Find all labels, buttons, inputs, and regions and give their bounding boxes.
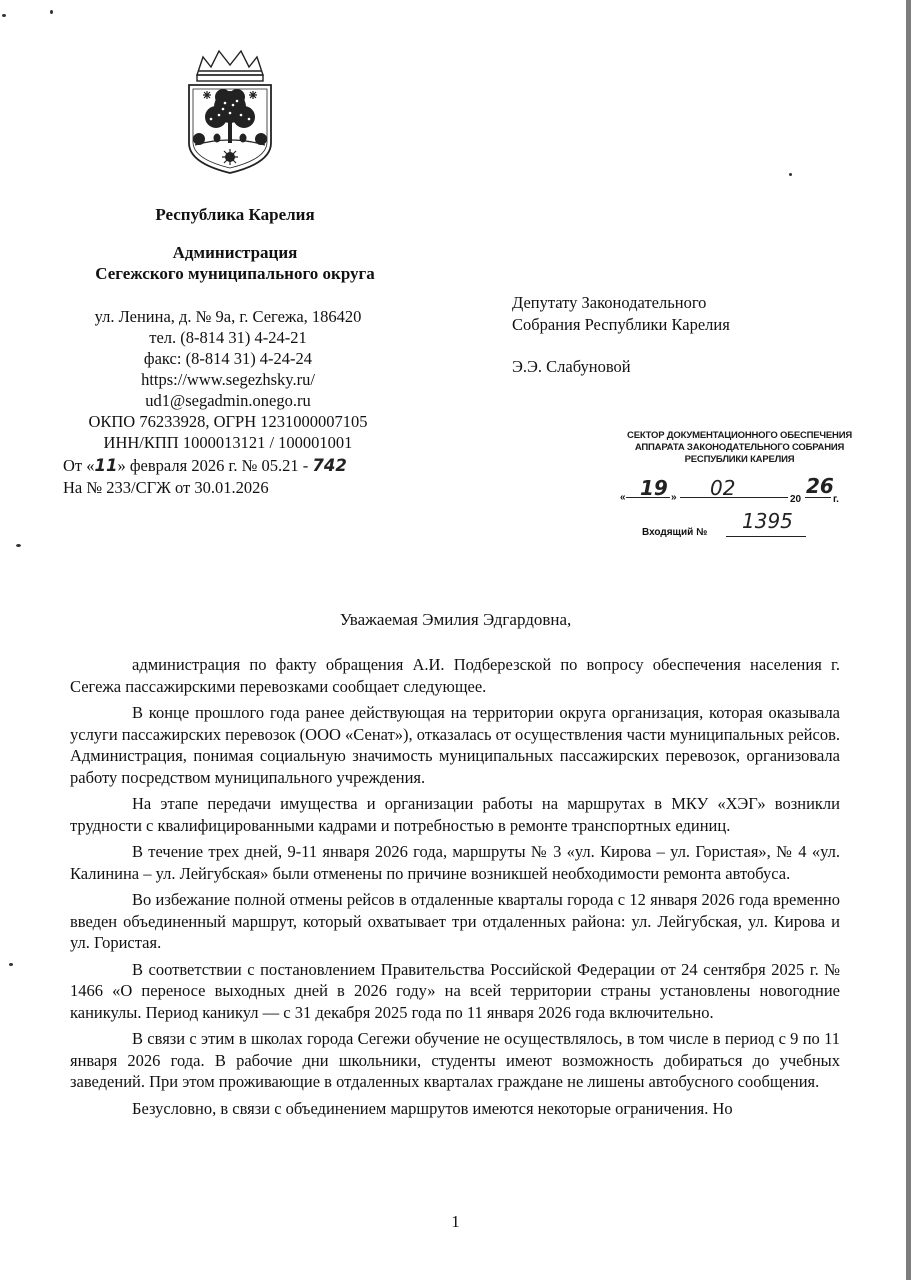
org-inn-kpp: ИНН/КПП 1000013121 / 100001001 xyxy=(103,433,353,452)
stamp-line-2: АППАРАТА ЗАКОНОДАТЕЛЬНОГО СОБРАНИЯ xyxy=(634,442,845,453)
handwritten-outgoing-number: 742 xyxy=(312,456,347,475)
scan-speck xyxy=(2,14,6,17)
scan-edge-shadow xyxy=(906,0,911,1280)
recipient-position-2: Собрания Республики Карелия xyxy=(512,315,730,334)
stamp-line-3: РЕСПУБЛИКИ КАРЕЛИЯ xyxy=(684,454,795,465)
page-number: 1 xyxy=(451,1212,460,1231)
registration-stamp xyxy=(612,430,867,466)
stamp-month: 02 xyxy=(710,476,736,500)
paragraph: В соответствии с постановлением Правительства Российской Федерации от 24 сентября 2025 г. № 1466 «О переносе выходных дней в 2026 году» на всей территории страны установлены новогодние каникулы. Период каникул — с 31 декабря 2025 года по 11 января 2026 года включительно. xyxy=(70,959,840,1022)
stamp-incoming-label: Входящий № xyxy=(642,527,708,538)
org-address: ул. Ленина, д. № 9а, г. Сегежа, 186420 xyxy=(94,307,362,326)
paragraph: администрация по факту обращения А.И. Подберезской по вопросу обеспечения населения г. Сегежа пассажирскими перевозками сообщает следующее. xyxy=(70,655,840,696)
org-email: ud1@segadmin.onego.ru xyxy=(145,391,311,410)
date-suffix: » февраля 2026 г. № 05.21 - xyxy=(117,456,313,475)
stamp-incoming-number: 1395 xyxy=(742,509,793,533)
scan-speck xyxy=(50,10,53,14)
paragraph: В связи с этим в школах города Сегежи обучение не осуществлялось, в том числе в период с 9 по 11 января 2026 года. В рабочие дни школьники, студенты имеют возможность добираться до учебных заведений. При этом проживающие в отдаленных кварталах граждане не лишены автобусного сообщения. xyxy=(70,1029,840,1091)
stamp-year-underline xyxy=(805,497,831,498)
paragraph: Безусловно, в связи с объединением маршрутов имеются некоторые ограничения. Но xyxy=(132,1098,733,1118)
date-prefix: От « xyxy=(63,456,95,475)
handwritten-day: 11 xyxy=(94,456,118,475)
org-subtitle: Сегежского муниципального округа xyxy=(95,264,375,283)
stamp-year: 26 xyxy=(806,474,834,498)
stamp-year-end: г. xyxy=(833,494,839,505)
coat-of-arms-icon xyxy=(183,45,277,177)
letter-body xyxy=(70,654,840,1124)
org-fax: факс: (8-814 31) 4-24-24 xyxy=(143,349,313,368)
region-title: Республика Карелия xyxy=(155,205,315,224)
recipient-position-1: Депутату Законодательного xyxy=(512,293,707,312)
stamp-quote-open: « xyxy=(620,492,626,503)
stamp-quote-close: » xyxy=(671,492,677,503)
org-phone: тел. (8-814 31) 4-24-21 xyxy=(149,328,307,347)
org-codes: ОКПО 76233928, ОГРН 1231000007105 xyxy=(88,412,368,431)
salutation: Уважаемая Эмилия Эдгардовна, xyxy=(339,610,572,629)
recipient-name: Э.Э. Слабуновой xyxy=(512,357,631,376)
stamp-line-1: СЕКТОР ДОКУМЕНТАЦИОННОГО ОБЕСПЕЧЕНИЯ xyxy=(627,430,852,441)
scan-speck xyxy=(16,544,21,547)
paragraph: В конце прошлого года ранее действующая на территории округа организация, которая оказывала услуги пассажирских перевозок (ООО «Сенат»), отказалась от осуществления части муниципальных рейсов. Администрация, понимая социальную значимость муниципальных пассажирских перевозок, организовала работу посредством муниципального учреждения. xyxy=(70,703,840,787)
stamp-year-prefix: 20 xyxy=(790,494,802,505)
reply-reference: На № 233/СГЖ от 30.01.2026 xyxy=(63,478,269,497)
stamp-incoming-underline xyxy=(726,536,806,537)
paragraph: В течение трех дней, 9-11 января 2026 года, маршруты № 3 «ул. Кирова – ул. Гористая», № 4 «ул. Калинина – ул. Лейгубская» были отменены по причине возникшей необходимости ремонта автобуса. xyxy=(70,842,840,883)
scan-speck xyxy=(9,963,13,966)
scan-speck xyxy=(789,173,792,176)
stamp-month-underline xyxy=(680,497,788,498)
paragraph: Во избежание полной отмены рейсов в отдаленные кварталы города с 12 января 2026 года временно введен объединенный маршрут, который охватывает три отдаленных района: ул. Лейгубская, ул. Кирова и ул. Гористая. xyxy=(70,890,840,952)
stamp-day: 19 xyxy=(640,476,668,500)
org-website: https://www.segezhsky.ru/ xyxy=(141,370,315,389)
outgoing-date-line xyxy=(63,455,347,476)
paragraph: На этапе передачи имущества и организации работы на маршрутах в МКУ «ХЭГ» возникли трудности с квалифицированными кадрами и потребностью в ремонте транспортных единиц. xyxy=(70,794,840,835)
stamp-day-underline xyxy=(626,497,670,498)
org-title: Администрация xyxy=(172,243,298,262)
